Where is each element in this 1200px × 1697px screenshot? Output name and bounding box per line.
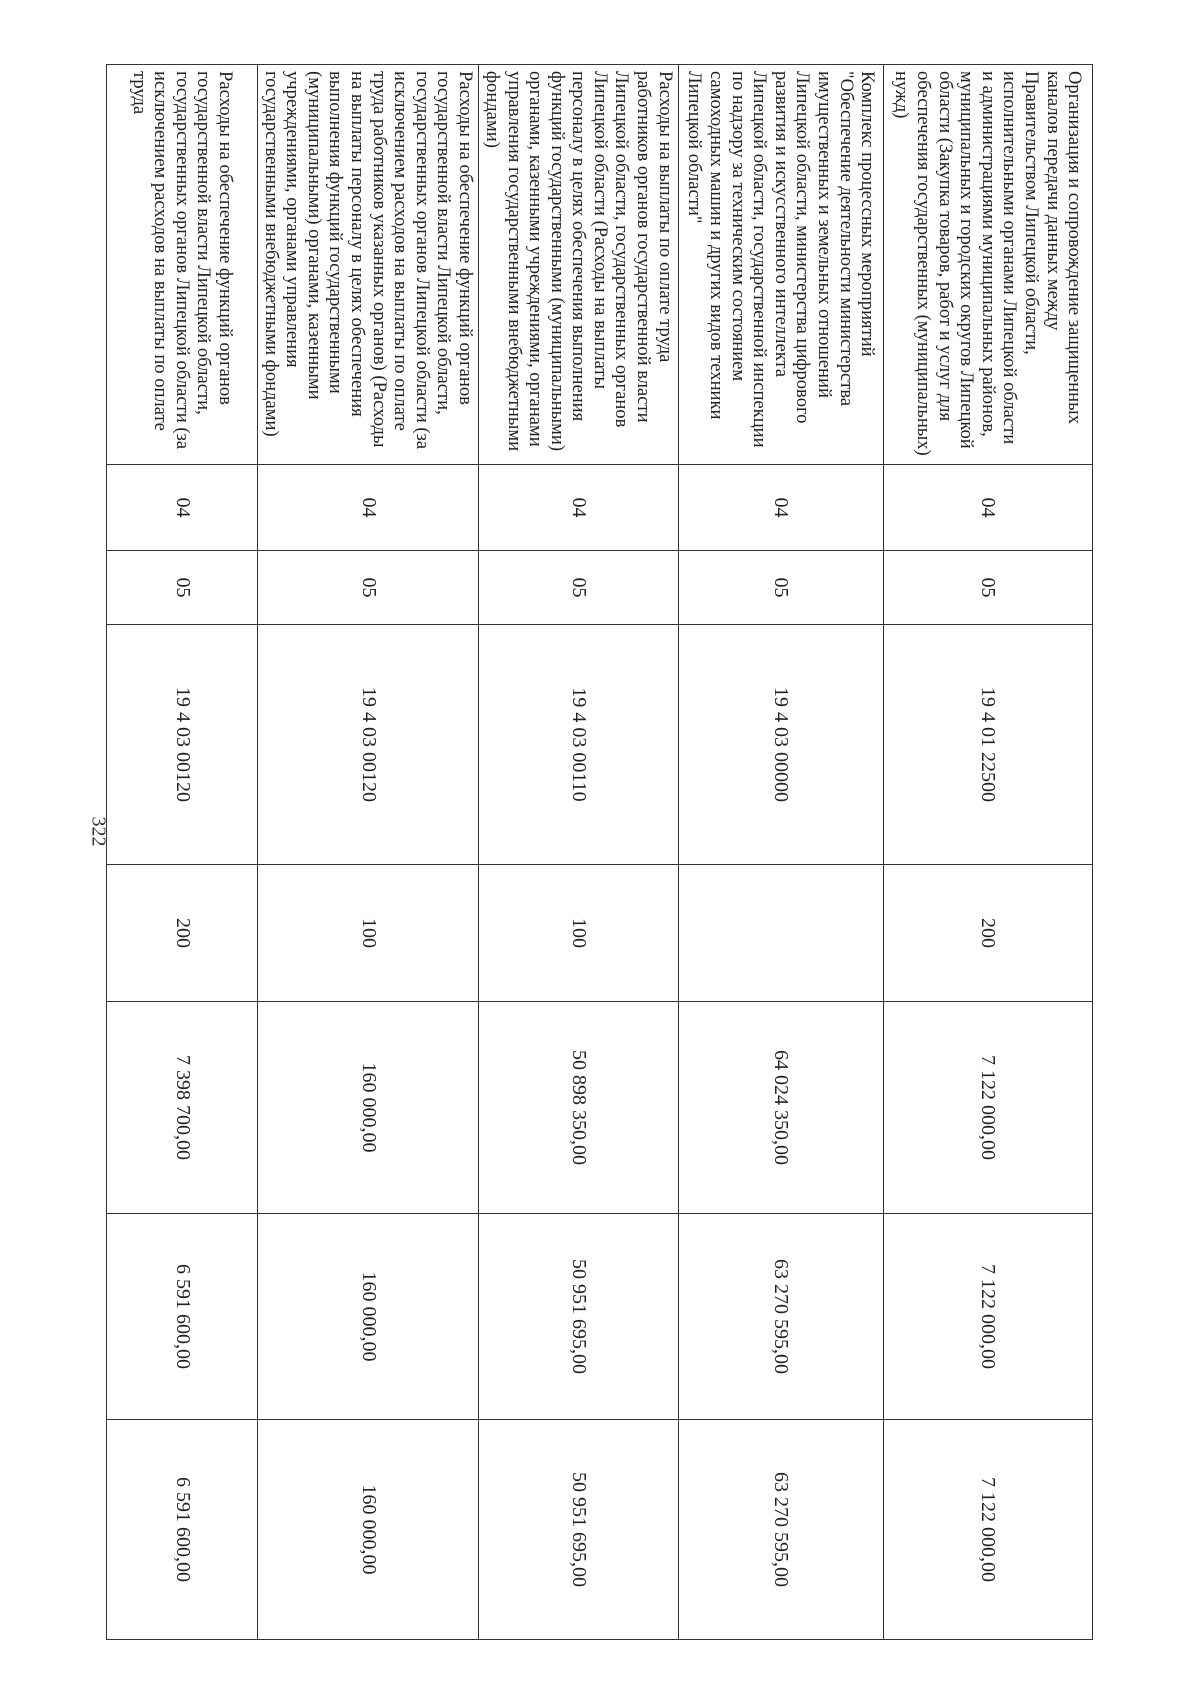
subsection-code: 05 — [107, 551, 258, 625]
page-number: 322 — [87, 816, 110, 847]
row-description: Организация и сопровождение защищенных каналов передачи данных между Правительством Липецкой области, исполнительными органами Липецкой области и администрациями муниципальных районов, муниципальных и городских округов Липецкой области (Закупка товаров, работ и услуг для обеспечения государственных (муниципальных) нужд) — [884, 65, 1093, 465]
table-row — [258, 65, 479, 1640]
amount-year-3: 50 951 695,00 — [479, 1420, 679, 1640]
target-article-code: 19 4 03 00110 — [479, 625, 679, 865]
amount-year-3: 7 122 000,00 — [884, 1420, 1093, 1640]
table-row — [679, 65, 884, 1640]
expense-type-code: 100 — [258, 865, 479, 1002]
target-article-code: 19 4 03 00120 — [107, 625, 258, 865]
amount-year-2: 160 000,00 — [258, 1214, 479, 1420]
section-code: 04 — [884, 465, 1093, 551]
table-row — [884, 65, 1093, 1640]
section-code: 04 — [258, 465, 479, 551]
amount-year-3: 160 000,00 — [258, 1420, 479, 1640]
subsection-code: 05 — [679, 551, 884, 625]
row-description: Расходы на обеспечение функций органов государственной власти Липецкой области, государственных органов Липецкой области (за исключением расходов на выплаты по оплате труда работников указанных органов) (Расходы на выплаты персоналу в целях обеспечения выполнения функций государственными (муниципальными) органами, казенными учреждениями, органами управления государственными внебюджетными фондами) — [258, 65, 479, 465]
amount-year-2: 7 122 000,00 — [884, 1214, 1093, 1420]
amount-year-1: 7 122 000,00 — [884, 1002, 1093, 1214]
row-description: Расходы на выплаты по оплате труда работников органов государственной власти Липецкой области, государственных органов Липецкой области (Расходы на выплаты персоналу в целях обеспечения выполнения функций государственными (муниципальными) органами, казенными учреждениями, органами управления государственными внебюджетными фондами) — [479, 65, 679, 465]
target-article-code: 19 4 03 00000 — [679, 625, 884, 865]
amount-year-1: 50 898 350,00 — [479, 1002, 679, 1214]
target-article-code: 19 4 01 22500 — [884, 625, 1093, 865]
row-description: Расходы на обеспечение функций органов государственной власти Липецкой области, государственных органов Липецкой области (за исключением расходов на выплаты по оплате труда — [107, 65, 258, 465]
expense-type-code: 200 — [884, 865, 1093, 1002]
table-row — [107, 65, 258, 1640]
expense-type-code: 100 — [479, 865, 679, 1002]
amount-year-3: 63 270 595,00 — [679, 1420, 884, 1640]
subsection-code: 05 — [884, 551, 1093, 625]
amount-year-1: 7 398 700,00 — [107, 1002, 258, 1214]
section-code: 04 — [679, 465, 884, 551]
subsection-code: 05 — [479, 551, 679, 625]
amount-year-3: 6 591 600,00 — [107, 1420, 258, 1640]
amount-year-2: 6 591 600,00 — [107, 1214, 258, 1420]
expense-type-code: 200 — [107, 865, 258, 1002]
target-article-code: 19 4 03 00120 — [258, 625, 479, 865]
amount-year-2: 50 951 695,00 — [479, 1214, 679, 1420]
subsection-code: 05 — [258, 551, 479, 625]
section-code: 04 — [107, 465, 258, 551]
section-code: 04 — [479, 465, 679, 551]
rotated-page-content — [113, 64, 1093, 1639]
row-description: Комплекс процессных мероприятий "Обеспечение деятельности министерства имущественных и земельных отношений Липецкой области, министерства цифрового развития и искусственного интеллекта Липецкой области, государственной инспекции по надзору за техническим состоянием самоходных машин и других видов техники Липецкой области" — [679, 65, 884, 465]
budget-table — [106, 64, 1093, 1640]
expense-type-code — [679, 865, 884, 1002]
amount-year-2: 63 270 595,00 — [679, 1214, 884, 1420]
table-row — [479, 65, 679, 1640]
amount-year-1: 64 024 350,00 — [679, 1002, 884, 1214]
amount-year-1: 160 000,00 — [258, 1002, 479, 1214]
